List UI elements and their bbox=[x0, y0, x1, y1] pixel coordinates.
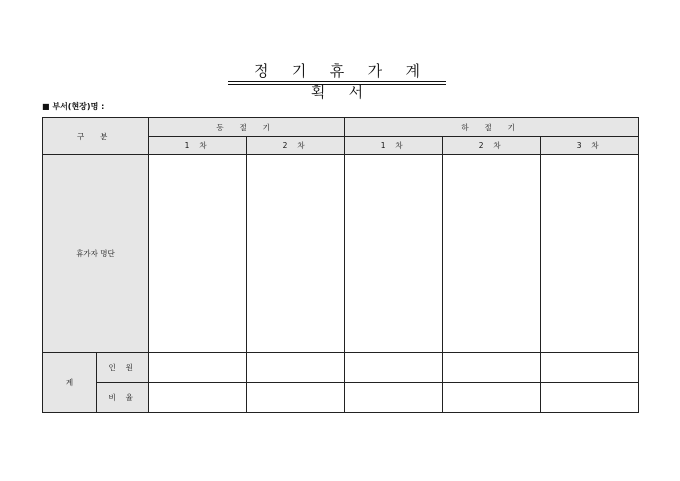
document-title: 정 기 휴 가 계 획 서 bbox=[254, 62, 430, 101]
roster-cell-winter-2[interactable] bbox=[247, 155, 345, 353]
ratio-label: 비 율 bbox=[97, 383, 149, 413]
roster-cell-summer-1[interactable] bbox=[345, 155, 443, 353]
roster-cell-summer-3[interactable] bbox=[541, 155, 639, 353]
title-underline-top bbox=[228, 81, 446, 82]
summer-round-3-header: 3 차 bbox=[541, 137, 639, 155]
headcount-cell-summer-3[interactable] bbox=[541, 353, 639, 383]
vacation-plan-table bbox=[42, 117, 639, 413]
ratio-cell-summer-1[interactable] bbox=[345, 383, 443, 413]
headcount-cell-winter-1[interactable] bbox=[149, 353, 247, 383]
summer-round-1-header: 1 차 bbox=[345, 137, 443, 155]
category-header: 구 분 bbox=[43, 118, 149, 155]
ratio-cell-winter-2[interactable] bbox=[247, 383, 345, 413]
ratio-cell-winter-1[interactable] bbox=[149, 383, 247, 413]
ratio-cell-summer-3[interactable] bbox=[541, 383, 639, 413]
ratio-cell-summer-2[interactable] bbox=[443, 383, 541, 413]
roster-cell-winter-1[interactable] bbox=[149, 155, 247, 353]
winter-header: 동 절 기 bbox=[149, 118, 345, 137]
winter-round-2-header: 2 차 bbox=[247, 137, 345, 155]
winter-round-1-header: 1 차 bbox=[149, 137, 247, 155]
total-label: 계 bbox=[43, 353, 97, 413]
headcount-cell-winter-2[interactable] bbox=[247, 353, 345, 383]
department-label: ■ 부서(현장)명 : bbox=[42, 102, 105, 111]
summer-header: 하 절 기 bbox=[345, 118, 639, 137]
headcount-cell-summer-2[interactable] bbox=[443, 353, 541, 383]
roster-label: 휴가자 명단 bbox=[43, 155, 149, 353]
title-underline-bottom bbox=[228, 84, 446, 85]
roster-cell-summer-2[interactable] bbox=[443, 155, 541, 353]
headcount-cell-summer-1[interactable] bbox=[345, 353, 443, 383]
summer-round-2-header: 2 차 bbox=[443, 137, 541, 155]
headcount-label: 인 원 bbox=[97, 353, 149, 383]
